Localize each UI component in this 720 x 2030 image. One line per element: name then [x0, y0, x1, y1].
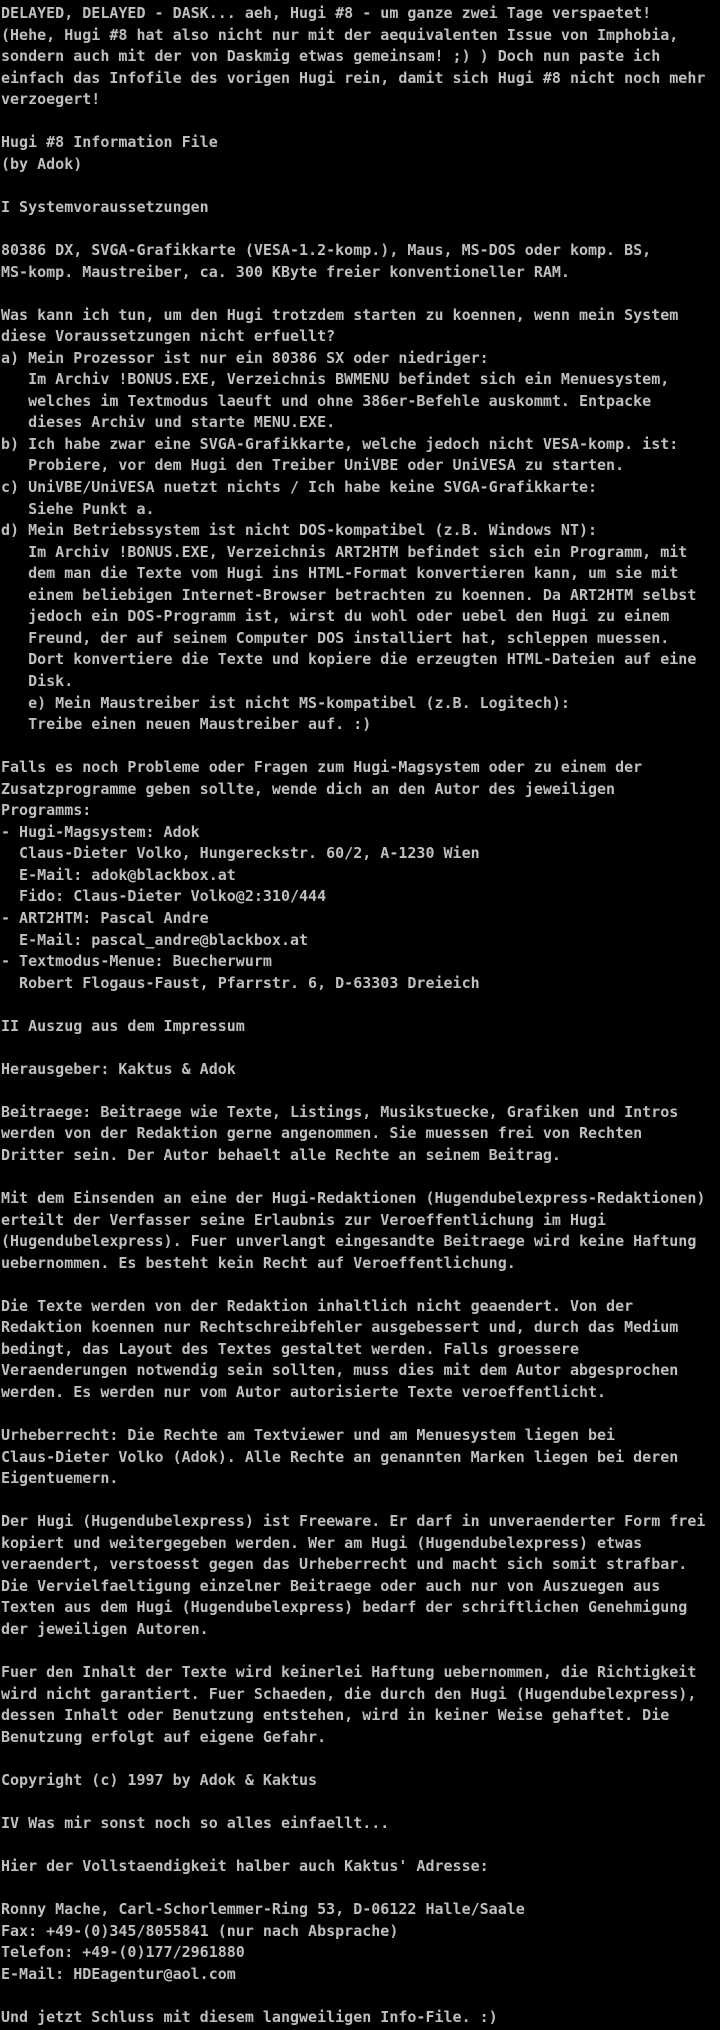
terminal-line: Texten aus dem Hugi (Hugendubelexpress) bedarf der schriftlichen Genehmigung — [1, 1598, 688, 1617]
terminal-line: DELAYED, DELAYED - DASK... aeh, Hugi #8 - um ganze zwei Tage verspaetet! — [1, 4, 652, 22]
terminal-line: bedingt, das Layout des Textes gestaltet werden. Falls groessere — [1, 1339, 579, 1358]
terminal-line: Und jetzt Schluss mit diesem langweiligen Info-File. :) — [1, 2007, 498, 2026]
terminal-line: (Hugendubelexpress). Fuer unverlangt eingesandte Beitraege wird keine Haftung — [1, 1232, 697, 1251]
terminal-line: Benutzung erfolgt auf eigene Gefahr. — [1, 1727, 327, 1746]
terminal-line: Eigentuemern. — [1, 1469, 119, 1488]
terminal-line: - Hugi-Magsystem: Adok — [1, 822, 200, 841]
terminal-line: erteilt der Verfasser seine Erlaubnis zur Veroeffentlichung im Hugi — [1, 1210, 607, 1229]
terminal-line: Claus-Dieter Volko, Hungereckstr. 60/2, A-1230 Wien — [1, 844, 480, 863]
terminal-line: - Textmodus-Menue: Buecherwurm — [1, 952, 272, 971]
terminal-line: Im Archiv !BONUS.EXE, Verzeichnis ART2HTM befindet sich ein Programm, mit — [1, 542, 688, 561]
terminal-line: wird nicht garantiert. Fuer Schaeden, die durch den Hugi (Hugendubelexpress), — [1, 1684, 697, 1703]
terminal-line: E-Mail: adok@blackbox.at — [1, 865, 236, 884]
terminal-line — [1, 175, 720, 197]
terminal-line: Treibe einen neuen Maustreiber auf. :) — [1, 715, 372, 734]
terminal-line: Hier der Vollstaendigkeit halber auch Kaktus' Adresse: — [1, 1857, 489, 1876]
terminal-line: Hugi #8 Information File — [1, 133, 218, 152]
terminal-line: dessen Inhalt oder Benutzung entstehen, wird in keiner Weise gehaftet. Die — [1, 1706, 670, 1725]
terminal-line — [1, 1641, 720, 1663]
terminal-line: Herausgeber: Kaktus & Adok — [1, 1059, 236, 1078]
terminal-line: verzoegert! — [1, 90, 101, 109]
terminal-line: IV Was mir sonst noch so alles einfaellt... — [1, 1813, 390, 1832]
terminal-line: dem man die Texte vom Hugi ins HTML-Format konvertieren kann, um sie mit — [1, 564, 679, 583]
terminal-line: veraendert, verstoesst gegen das Urheberrecht und macht sich somit strafbar. — [1, 1555, 688, 1574]
terminal-line: diese Voraussetzungen nicht erfuellt? — [1, 327, 336, 346]
terminal-line: Im Archiv !BONUS.EXE, Verzeichnis BWMENU befindet sich ein Menuesystem, — [1, 370, 670, 389]
terminal-line: einem beliebigen Internet-Browser betrachten zu koennen. Da ART2HTM selbst — [1, 585, 697, 604]
terminal-line: Probiere, vor dem Hugi den Treiber UniVBE oder UniVESA zu starten. — [1, 456, 625, 475]
terminal-line: Beitraege: Beitraege wie Texte, Listings, Musikstuecke, Grafiken und Intros — [1, 1102, 679, 1121]
terminal-line: Die Vervielfaeltigung einzelner Beitraege oder auch nur von Auszuegen aus — [1, 1576, 661, 1595]
terminal-line: kopiert und weitergegeben werden. Wer am Hugi (Hugendubelexpress) etwas — [1, 1533, 643, 1552]
terminal-line: uebernommen. Es besteht kein Recht auf Veroeffentlichung. — [1, 1253, 516, 1272]
terminal-line: b) Ich habe zwar eine SVGA-Grafikkarte, welche jedoch nicht VESA-komp. ist: — [1, 434, 679, 453]
terminal-line: 80386 DX, SVGA-Grafikkarte (VESA-1.2-komp.), Maus, MS-DOS oder komp. BS, — [1, 241, 652, 260]
terminal-line: E-Mail: HDEagentur@aol.com — [1, 1964, 236, 1983]
terminal-line: Der Hugi (Hugendubelexpress) ist Freeware. Er darf in unveraenderter Form frei — [1, 1512, 706, 1531]
terminal-line — [1, 1834, 720, 1856]
terminal-line: Die Texte werden von der Redaktion inhaltlich nicht geaendert. Von der — [1, 1296, 634, 1315]
terminal-line: MS-komp. Maustreiber, ca. 300 KByte freier konventioneller RAM. — [1, 262, 570, 281]
terminal-line — [1, 1748, 720, 1770]
terminal-line: Fuer den Inhalt der Texte wird keinerlei Haftung uebernommen, die Richtigkeit — [1, 1663, 697, 1682]
terminal-line: der jeweiligen Autoren. — [1, 1620, 209, 1639]
terminal-line: einfach das Infofile des vorigen Hugi rein, damit sich Hugi #8 nicht noch mehr — [1, 68, 706, 87]
terminal-line: Freund, der auf seinem Computer DOS installiert hat, schleppen muessen. — [1, 628, 670, 647]
terminal-line: Urheberrecht: Die Rechte am Textviewer und am Menuesystem liegen bei — [1, 1426, 616, 1445]
terminal-line: d) Mein Betriebssystem ist nicht DOS-kompatibel (z.B. Windows NT): — [1, 521, 598, 540]
terminal-line: Mit dem Einsenden an eine der Hugi-Redaktionen (Hugendubelexpress-Redaktionen) — [1, 1189, 706, 1208]
terminal-line — [1, 1274, 720, 1296]
terminal-line — [1, 1037, 720, 1059]
terminal-line: Dritter sein. Der Autor behaelt alle Rechte an seinem Beitrag. — [1, 1145, 561, 1164]
terminal-line — [1, 283, 720, 305]
terminal-line: II Auszug aus dem Impressum — [1, 1016, 245, 1035]
terminal-line: Telefon: +49-(0)177/2961880 — [1, 1943, 245, 1962]
terminal-line: e) Mein Maustreiber ist nicht MS-kompatibel (z.B. Logitech): — [1, 693, 570, 712]
terminal-line: Claus-Dieter Volko (Adok). Alle Rechte an genannten Marken liegen bei deren — [1, 1447, 679, 1466]
terminal-line — [1, 1167, 720, 1189]
terminal-line: Was kann ich tun, um den Hugi trotzdem starten zu koennen, wenn mein System — [1, 305, 679, 324]
terminal-line: Copyright (c) 1997 by Adok & Kaktus — [1, 1770, 318, 1789]
terminal-line — [1, 1404, 720, 1426]
terminal-line: Dort konvertiere die Texte und kopiere die erzeugten HTML-Dateien auf eine — [1, 650, 697, 669]
terminal-line: Zusatzprogramme geben sollte, wende dich an den Autor des jeweiligen — [1, 779, 616, 798]
terminal-line: a) Mein Prozessor ist nur ein 80386 SX oder niedriger: — [1, 348, 489, 367]
terminal-line — [1, 736, 720, 758]
terminal-line — [1, 218, 720, 240]
terminal-line: c) UniVBE/UniVESA nuetzt nichts / Ich habe keine SVGA-Grafikkarte: — [1, 478, 598, 497]
terminal-line: werden von der Redaktion gerne angenommen. Sie muessen frei von Rechten — [1, 1124, 643, 1143]
terminal-line: Siehe Punkt a. — [1, 499, 155, 518]
terminal-line: werden. Es werden nur vom Autor autorisierte Texte veroeffentlicht. — [1, 1383, 607, 1401]
terminal-line — [1, 111, 720, 133]
terminal-line — [1, 994, 720, 1016]
terminal-line: Disk. — [1, 671, 74, 690]
terminal-line: I Systemvoraussetzungen — [1, 197, 209, 216]
terminal-line: jedoch ein DOS-Programm ist, wirst du wohl oder uebel den Hugi zu einem — [1, 607, 670, 626]
terminal-line: E-Mail: pascal_andre@blackbox.at — [1, 930, 309, 949]
terminal-line — [1, 1878, 720, 1900]
terminal-line: welches im Textmodus laeuft und ohne 386er-Befehle auskommt. Entpacke — [1, 391, 652, 410]
terminal-line — [1, 1985, 720, 2007]
terminal-line: Redaktion koennen nur Rechtschreibfehler ausgebessert und, durch das Medium — [1, 1318, 679, 1337]
terminal-line: sondern auch mit der von Daskmig etwas gemeinsam! ;) ) Doch nun paste ich — [1, 47, 661, 66]
terminal-line: (by Adok) — [1, 154, 83, 173]
terminal-line: Fax: +49-(0)345/8055841 (nur nach Absprache) — [1, 1921, 399, 1940]
terminal-line: Veraenderungen notwendig sein sollten, muss dies mit dem Autor abgesprochen — [1, 1361, 679, 1380]
terminal-line — [1, 1490, 720, 1512]
terminal-line: Robert Flogaus-Faust, Pfarrstr. 6, D-63303 Dreieich — [1, 973, 480, 992]
terminal-line: - ART2HTM: Pascal Andre — [1, 908, 209, 927]
terminal-line: Programms: — [1, 801, 92, 820]
terminal-line: Ronny Mache, Carl-Schorlemmer-Ring 53, D-06122 Halle/Saale — [1, 1900, 525, 1919]
terminal-line: Falls es noch Probleme oder Fragen zum Hugi-Magsystem oder zu einem der — [1, 758, 643, 777]
terminal-line — [1, 1791, 720, 1813]
terminal-line: dieses Archiv und starte MENU.EXE. — [1, 413, 336, 432]
terminal-line: (Hehe, Hugi #8 hat also nicht nur mit der aequivalenten Issue von Imphobia, — [1, 25, 679, 44]
terminal-line — [1, 1080, 720, 1102]
terminal-line: Fido: Claus-Dieter Volko@2:310/444 — [1, 887, 327, 906]
